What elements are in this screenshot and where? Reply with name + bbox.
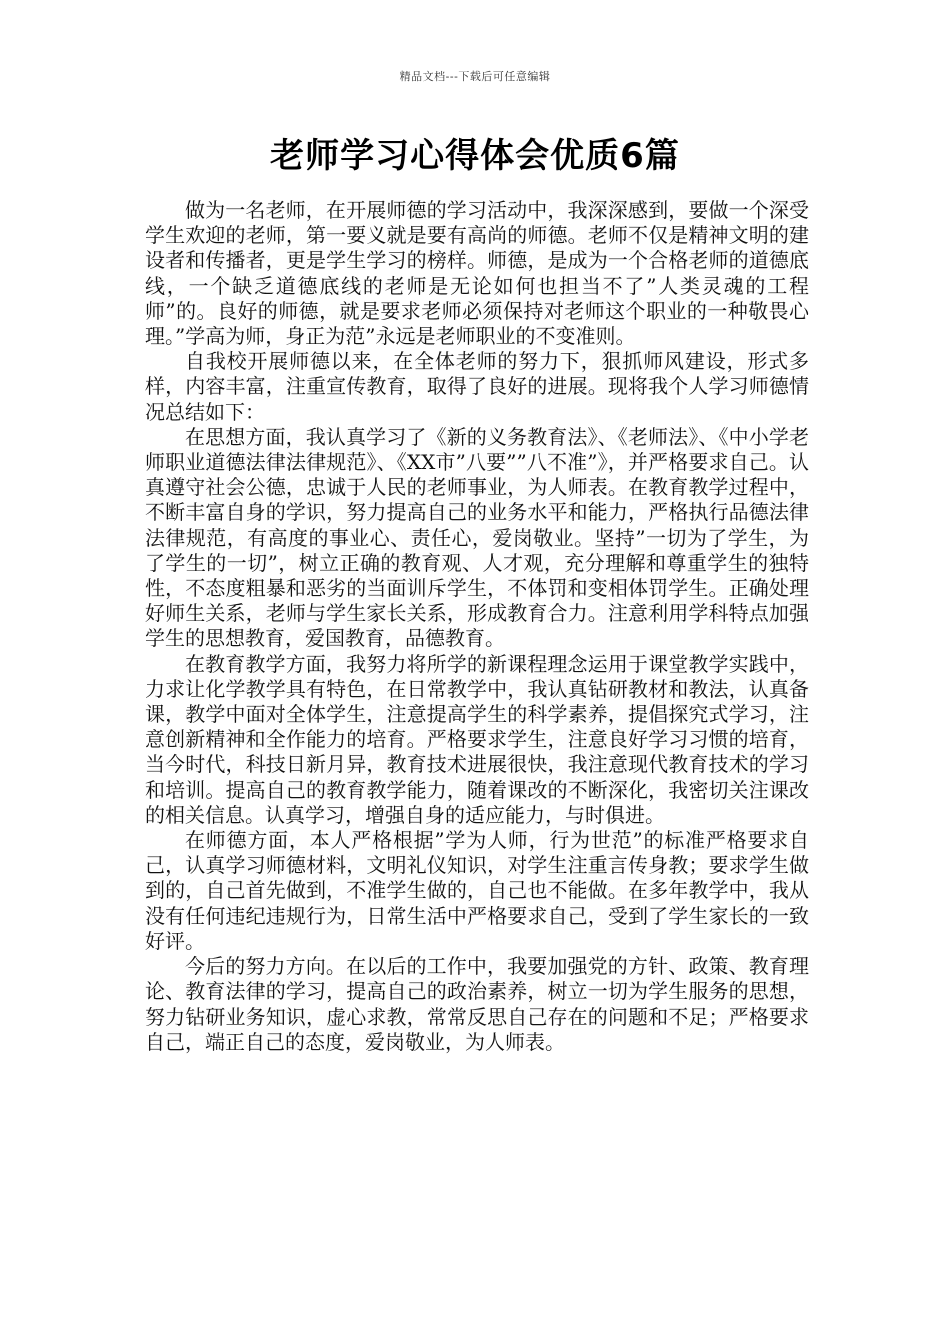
document-header-note: 精品文档---下载后可任意编辑 bbox=[399, 70, 551, 83]
paragraph-2: 自我校开展师德以来，在全体老师的努力下，狠抓师风建设，形式多样，内容丰富，注重宣传教育，取得了良好的进展。现将我个人学习师德情况总结如下： bbox=[145, 349, 809, 424]
paragraph-6: 今后的努力方向。在以后的工作中，我要加强党的方针、政策、教育理论、教育法律的学习，提高自己的政治素养，树立一切为学生服务的思想，努力钻研业务知识，虚心求教，常常反思自己存在的问题和不足；严格要求自己，端正自己的态度，爱岗敬业，为人师表。 bbox=[145, 954, 809, 1054]
paragraph-5: 在师德方面，本人严格根据”学为人师，行为世范”的标准严格要求自己，认真学习师德材料，文明礼仪知识，对学生注重言传身教；要求学生做到的，自己首先做到，不准学生做的，自己也不能做。在多年教学中，我从没有任何违纪违规行为，日常生活中严格要求自己，受到了学生家长的一致好评。 bbox=[145, 828, 809, 953]
document-body bbox=[145, 198, 809, 1055]
paragraph-4: 在教育教学方面，我努力将所学的新课程理念运用于课堂教学实践中，力求让化学教学具有特色，在日常教学中，我认真钻研教材和教法，认真备课，教学中面对全体学生，注意提高学生的科学素养，提倡探究式学习，注意创新精神和全作能力的培育。严格要求学生，注意良好学习习惯的培育，当今时代，科技日新月异，教育技术进展很快，我注意现代教育技术的学习和培训。提高自己的教育教学能力，随着课改的不断深化，我密切关注课改的相关信息。认真学习，增强自身的适应能力，与时俱进。 bbox=[145, 651, 809, 827]
paragraph-3: 在思想方面，我认真学习了《新的义务教育法》、《老师法》、《中小学老师职业道德法律法律规范》、《XX市”八要””八不准”》，并严格要求自己。认真遵守社会公德，忠诚于人民的老师事业，为人师表。在教育教学过程中，不断丰富自身的学识，努力提高自己的业务水平和能力，严格执行品德法律法律规范，有高度的事业心、责任心，爱岗敬业。坚持”一切为了学生，为了学生的一切”，树立正确的教育观、人才观，充分理解和尊重学生的独特性，不态度粗暴和恶劣的当面训斥学生，不体罚和变相体罚学生。正确处理好师生关系，老师与学生家长关系，形成教育合力。注意利用学科特点加强学生的思想教育，爱国教育，品德教育。 bbox=[145, 424, 809, 651]
document-title: 老师学习心得体会优质6篇 bbox=[270, 136, 680, 176]
paragraph-1: 做为一名老师，在开展师德的学习活动中，我深深感到，要做一个深受学生欢迎的老师，第一要义就是要有高尚的师德。老师不仅是精神文明的建设者和传播者，更是学生学习的榜样。师德，是成为一个合格老师的道德底线，一个缺乏道德底线的老师是无论如何也担当不了”人类灵魂的工程师”的。良好的师德，就是要求老师必须保持对老师这个职业的一种敬畏心理。”学高为师，身正为范”永远是老师职业的不变准则。 bbox=[145, 198, 809, 349]
